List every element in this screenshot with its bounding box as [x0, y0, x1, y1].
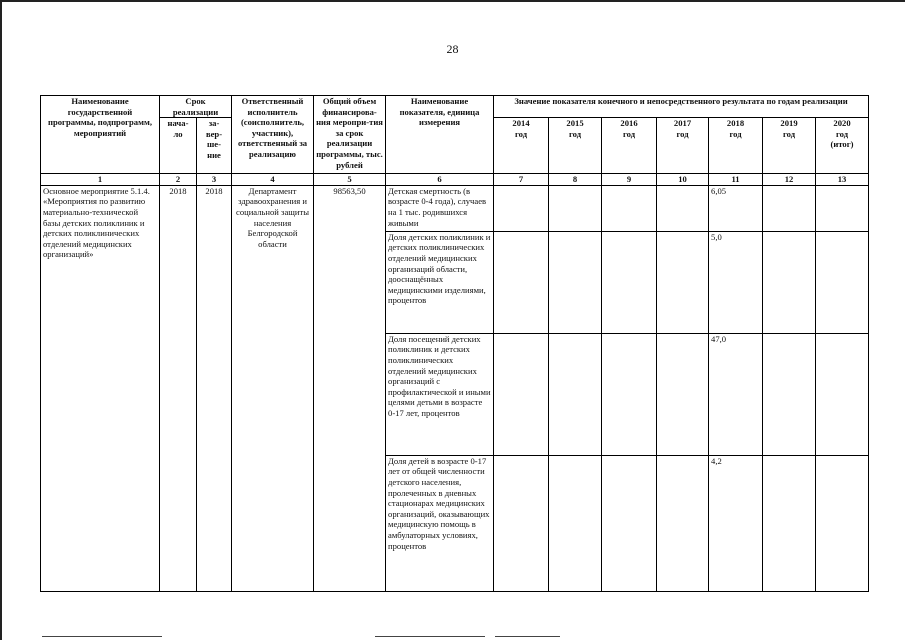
col-number: 9 — [602, 174, 657, 186]
indicators-table — [40, 95, 869, 592]
indicator-value-2018: 5,0 — [709, 231, 763, 333]
col-number: 3 — [197, 174, 232, 186]
bottom-cut-line — [495, 636, 560, 637]
header-values-title: Значение показателя конечного и непосредственного результата по годам реализации — [494, 96, 869, 118]
indicator-name: Детская смертность (в возрасте 0-4 года), случаев на 1 тыс. родившихся живыми — [386, 185, 494, 231]
header-period: Срок реализации — [160, 96, 232, 118]
indicator-name: Доля детей в возрасте 0-17 лет от общей численности детского населения, пролеченных в дневных стационарах медицинских организаций, оказывающих медицинскую помощь в амбулаторных условиях, процентов — [386, 455, 494, 591]
col-number: 1 — [41, 174, 160, 186]
header-financing: Общий объем финансирова-ния меропри-тия за срок реализации программы, тыс. рублей — [314, 96, 386, 174]
col-number: 7 — [494, 174, 549, 186]
col-number: 8 — [549, 174, 602, 186]
bottom-cut-line — [375, 636, 485, 637]
header-year-2016: 2016 год — [602, 118, 657, 174]
col-number: 13 — [816, 174, 869, 186]
header-start: нача- ло — [160, 118, 197, 174]
header-indicator: Наименование показателя, единица измерения — [386, 96, 494, 174]
col-number: 12 — [763, 174, 816, 186]
measure-financing: 98563,50 — [314, 185, 386, 591]
indicator-value-2018: 6,05 — [709, 185, 763, 231]
header-year-2018: 2018 год — [709, 118, 763, 174]
header-year-2017: 2017 год — [657, 118, 709, 174]
measure-end-year: 2018 — [197, 185, 232, 591]
header-executor: Ответственный исполнитель (соисполнитель, участник), ответственный за реализацию — [232, 96, 314, 174]
indicator-name: Доля посещений детских поликлиник и детских поликлинических отделений медицинских организаций с профилактической и иными целями детьми в возрасте 0-17 лет, процентов — [386, 333, 494, 455]
bottom-cut-line — [42, 636, 162, 637]
measure-executor: Департамент здравоохранения и социальной защиты населения Белгородской области — [232, 185, 314, 591]
header-end: за- вер- ше- ние — [197, 118, 232, 174]
header-program-name: Наименование государственной программы, подпрограмм, мероприятий — [41, 96, 160, 174]
indicator-value-2018: 47,0 — [709, 333, 763, 455]
header-year-2015: 2015 год — [549, 118, 602, 174]
scan-left-edge — [0, 0, 2, 640]
header-year-2019: 2019 год — [763, 118, 816, 174]
col-number: 10 — [657, 174, 709, 186]
header-year-2020: 2020 год (итог) — [816, 118, 869, 174]
col-number: 5 — [314, 174, 386, 186]
scan-top-edge — [0, 0, 905, 2]
page-number: 28 — [446, 42, 459, 56]
header-year-2014: 2014 год — [494, 118, 549, 174]
measure-name: Основное мероприятие 5.1.4. «Мероприятия по развитию материально-технической базы детских поликлиник и детских поликлинических отделений медицинских организаций» — [41, 185, 160, 591]
measure-start-year: 2018 — [160, 185, 197, 591]
indicator-value-2018: 4,2 — [709, 455, 763, 591]
indicator-name: Доля детских поликлиник и детских поликлинических отделений медицинских организаций области, дооснащённых медицинскими изделиями, процентов — [386, 231, 494, 333]
col-number: 2 — [160, 174, 197, 186]
col-number: 4 — [232, 174, 314, 186]
col-number: 6 — [386, 174, 494, 186]
col-number: 11 — [709, 174, 763, 186]
